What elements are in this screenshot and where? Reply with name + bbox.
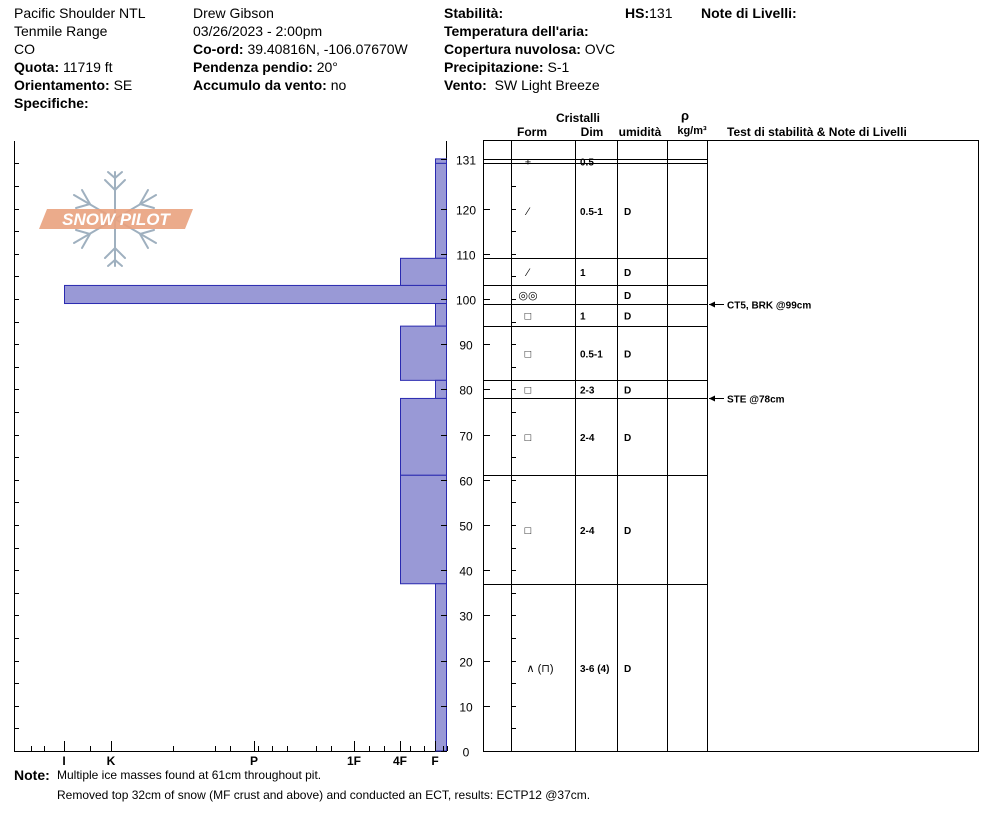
layer-moisture: D [624,349,632,361]
slope-value: 20° [316,59,338,75]
wind-loading-label: Accumulo da vento: [193,77,327,93]
layer-moisture: D [624,291,632,302]
layer-form: □ [524,525,532,537]
layer-moisture: D [624,526,632,537]
hardness-tick-label: K [106,754,116,768]
height-tick-label: 10 [459,700,473,715]
layer-moisture: D [624,664,632,675]
elevation-value: 11719 ft [63,59,113,75]
layer-form: ∧ (⊓) [526,663,554,675]
hardness-bars [65,159,447,751]
height-tick-label: 60 [459,474,473,489]
col-density-unit: kg/m³ [677,125,707,137]
wind-value: SW Light Breeze [494,77,600,93]
hs-value: 131 [649,5,673,21]
stability-label: Stabilità: [444,5,504,21]
layer-moisture: D [624,385,632,397]
range: Tenmile Range [14,23,108,39]
layer-size: 1 [580,311,586,323]
crystal-table [484,108,979,752]
height-tick-label: 40 [459,564,473,579]
hardness-bar [401,258,447,285]
hardness-tick-label: P [249,754,259,768]
col-stability-notes: Test di stabilità & Note di Livelli [727,125,907,139]
location: Pacific Shoulder NTL [14,5,146,21]
hardness-plot-frame [14,141,447,752]
precip-label: Precipitazione: [444,59,544,75]
sky-value: OVC [584,41,616,57]
hardness-tick-label: F [431,754,439,768]
aspect-label: Orientamento: [14,77,110,93]
layer-size: 0.5-1 [580,349,603,361]
layer-form: □ [524,384,532,397]
notes-line-1: Multiple ice masses found at 61cm throughout pit. [57,768,322,782]
layer-form: □ [524,348,532,361]
layer-size: 2-3 [580,385,595,397]
layer-form: ⁄ [527,206,529,218]
layer-moisture: D [624,311,632,323]
layer-notes-label: Note di Livelli: [701,5,797,21]
test-result-label: CT5, BRK @99cm [727,300,812,312]
layer-moisture: D [624,207,632,218]
datetime: 03/26/2023 - 2:00pm [193,23,323,39]
layer-size: 0.5-1 [580,207,603,218]
height-tick-label: 90 [459,338,473,353]
col-crystals: Cristalli [555,111,601,125]
layer-form: + [524,156,532,169]
height-tick-label: 120 [455,203,477,218]
coord-label: Co-ord: [193,41,244,57]
layer-size: 3-6 (4) [580,664,610,675]
layer-form: □ [524,310,532,323]
layer-form: □ [524,432,532,444]
height-tick-label: 110 [456,248,476,263]
layer-size: 2-4 [580,433,595,444]
notes-line-2: Removed top 32cm of snow (MF crust and above) and conducted an ECT, results: ECTP12 @37cm. [57,788,591,802]
layer-size: 2-4 [580,526,595,537]
test-arrow-head [709,396,715,402]
hardness-bar [436,584,447,751]
state: CO [14,41,35,57]
layer-form: ◎◎ [518,290,538,302]
hardness-tick-label: 1F [346,754,362,768]
height-tick-label: 20 [459,655,473,670]
layer-form: ⁄ [527,267,529,279]
height-tick-label: 70 [459,429,473,444]
layer-size: 0.5 [580,157,594,169]
sky-label: Copertura nuvolosa: [444,41,581,57]
hardness-tick-label: I [62,754,66,768]
wind-label: Vento: [444,77,487,93]
precip-value: S-1 [547,59,570,75]
elevation-label: Quota: [14,59,60,75]
aspect-value: SE [113,77,133,93]
height-tick-label: 131 [455,153,477,168]
test-results [709,301,811,406]
height-tick-label: 0 [462,745,470,760]
height-axis [441,154,490,760]
hardness-bar [65,285,447,303]
coord-value: 39.40816N, -106.07670W [247,41,408,57]
notes-label: Note: [14,767,50,783]
layer-moisture: D [624,268,632,279]
height-tick-label: 50 [459,519,473,534]
height-tick-label: 30 [459,609,473,624]
layer-size: 1 [580,268,586,279]
hardness-bar [436,163,447,258]
slope-label: Pendenza pendio: [193,59,313,75]
hardness-tick-label: 4F [392,754,408,768]
test-result-label: STE @78cm [727,394,785,406]
hardness-bar [436,304,447,327]
specifics-label: Specifiche: [14,95,89,111]
hardness-bar [401,326,447,380]
hs-label: HS: [625,5,650,21]
col-size: Dim [580,125,604,139]
hardness-bar [401,475,447,583]
col-form: Form [517,125,547,139]
layer-rows [484,157,707,676]
hardness-bar [401,398,447,475]
air-temp-label: Temperatura dell'aria: [444,23,589,39]
observer: Drew Gibson [193,5,274,21]
logo-text: SNOW PILOT [62,210,170,229]
snowpilot-logo [39,172,193,266]
wind-loading-value: no [330,77,347,93]
hardness-axis [32,741,448,768]
col-moisture: umidità [618,125,662,139]
layer-moisture: D [624,433,632,444]
height-tick-label: 80 [459,383,473,398]
height-tick-label: 100 [455,293,477,308]
col-density-symbol: ρ [680,108,690,123]
test-arrow-head [709,302,715,308]
